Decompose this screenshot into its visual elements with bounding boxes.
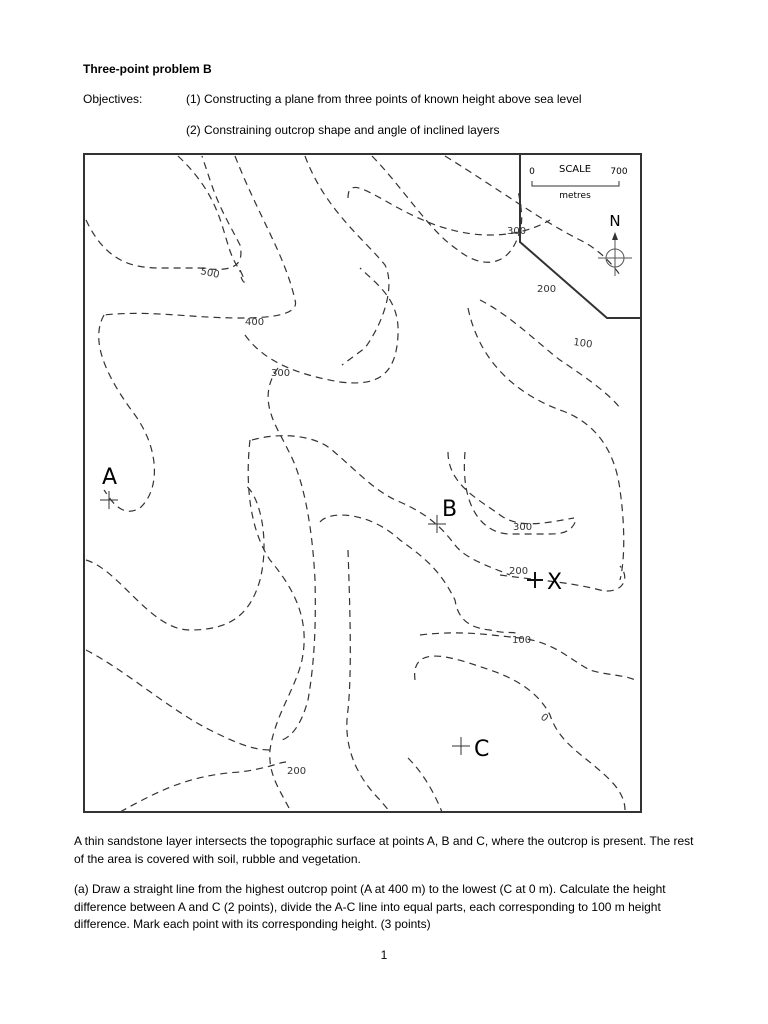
contour-line [372,156,522,262]
point-c-label: C [474,737,490,762]
contour-label: 200 [509,566,529,577]
contour-line [468,308,624,580]
contour-line [347,550,390,812]
point-b-label: B [442,497,458,522]
contour-line [448,452,574,524]
objective-2: (2) Constraining outcrop shape and angle of inclined layers [186,123,500,137]
contour-line [248,440,307,810]
topographic-map [80,150,645,816]
scale-max: 700 [610,167,628,177]
contour-label: 400 [245,317,265,328]
contour-label: 200 [537,284,557,295]
contour-label: 200 [287,766,307,777]
contour-label: 300 [271,368,291,379]
scale-title: SCALE [558,164,592,175]
contour-line [178,156,244,282]
page-number: 1 [380,948,388,962]
point-a-marker [100,491,118,509]
contour-label: 500 [199,266,221,281]
page-title: Three-point problem B [83,62,212,76]
scale-min: 0 [529,167,535,177]
contour-line [86,650,270,750]
contour-label: 100 [572,337,594,351]
north-arrow-icon [612,232,618,240]
objective-1: (1) Constructing a plane from three points of known height above sea level [186,92,582,106]
contour-line [104,156,296,318]
contour-line [120,762,286,812]
contour-line [305,156,389,365]
scale-unit: metres [559,191,591,201]
contour-line [320,515,517,635]
point-x-marker [527,572,543,588]
contour-line [415,656,625,810]
objectives-label: Objectives: [83,92,143,106]
intro-paragraph: A thin sandstone layer intersects the topographic surface at points A, B and C, where the outcrop is present. The rest of the area is covered with soil, rubble and vegetation. [74,834,694,866]
contour-line [268,368,315,740]
contour-line [86,485,264,630]
contour-lines [86,156,635,812]
contour-label: 300 [507,226,527,237]
scale-bar [532,181,619,186]
contour-line [86,156,241,269]
point-c-marker [452,737,470,755]
contour-line [245,268,398,383]
contour-line [408,758,442,812]
compass-icon [598,240,632,276]
point-a-label: A [102,465,118,490]
map-frame [84,154,641,812]
question-a-paragraph: (a) Draw a straight line from the highest outcrop point (A at 400 m) to the lowest (C at 0 m). Calculate the height difference between A and C (2 points), divide the A-C line into equal parts, each corresponding to 100 m height difference. Mark each point with its corresponding height. (3 points) [74,882,666,931]
contour-label: 0 [538,711,551,725]
north-label: N [609,212,621,230]
contour-label: 100 [512,635,532,646]
contour-line [480,300,620,408]
point-x-label: X [547,570,563,595]
contour-label: 300 [513,522,533,533]
